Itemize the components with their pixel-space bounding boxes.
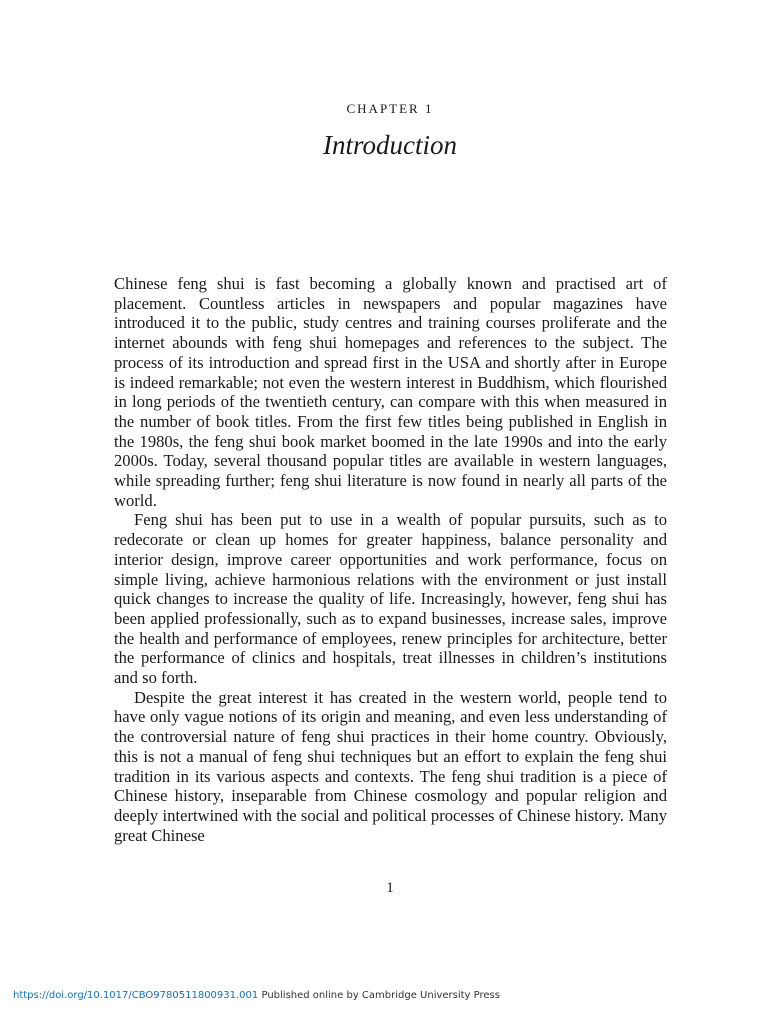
- published-text: Published online by Cambridge University Press: [261, 990, 500, 1001]
- paragraph-1: Chinese feng shui is fast becoming a globally known and practised art of placement. Countless articles in newspapers and popular magazines have introduced it to the public, study centres and training courses proliferate and the internet abounds with feng shui homepages and references to the subject. The process of its introduction and spread first in the USA and shortly after in Europe is indeed remarkable; not even the western interest in Buddhism, which flourished in long periods of the twentieth century, can compare with this when measured in the number of book titles. From the first few titles being published in English in the 1980s, the feng shui book market boomed in the late 1990s and into the early 2000s. Today, several thousand popular titles are available in western languages, while spreading further; feng shui literature is now found in nearly all parts of the world.: [114, 274, 667, 510]
- footer: [13, 990, 500, 1001]
- chapter-label: CHAPTER 1: [346, 101, 434, 116]
- doi-link[interactable]: https://doi.org/10.1017/CBO9780511800931.001: [13, 990, 259, 1001]
- chapter-title: Introduction: [323, 130, 457, 160]
- paragraph-3: Despite the great interest it has created in the western world, people tend to have only vague notions of its origin and meaning, and even less understanding of the controversial nature of feng shui practices in their home country. Obviously, this is not a manual of feng shui techniques but an effort to explain the feng shui tradition in its various aspects and contexts. The feng shui tradition is a piece of Chinese history, inseparable from Chinese cosmology and popular religion and deeply intertwined with the social and political processes of Chinese history. Many great Chinese: [114, 687, 667, 845]
- paragraph-2: Feng shui has been put to use in a wealth of popular pursuits, such as to redecorate or clean up homes for greater happiness, balance personality and interior design, improve career opportunities and work performance, focus on simple living, achieve harmonious relations with the environment or just install quick changes to increase the quality of life. Increasingly, however, feng shui has been applied professionally, such as to expand businesses, increase sales, improve the health and performance of employees, renew principles for architecture, better the performance of clinics and hospitals, treat illnesses in children’s institutions and so forth.: [114, 510, 667, 688]
- page-number: 1: [386, 880, 394, 896]
- body-text: [114, 274, 667, 845]
